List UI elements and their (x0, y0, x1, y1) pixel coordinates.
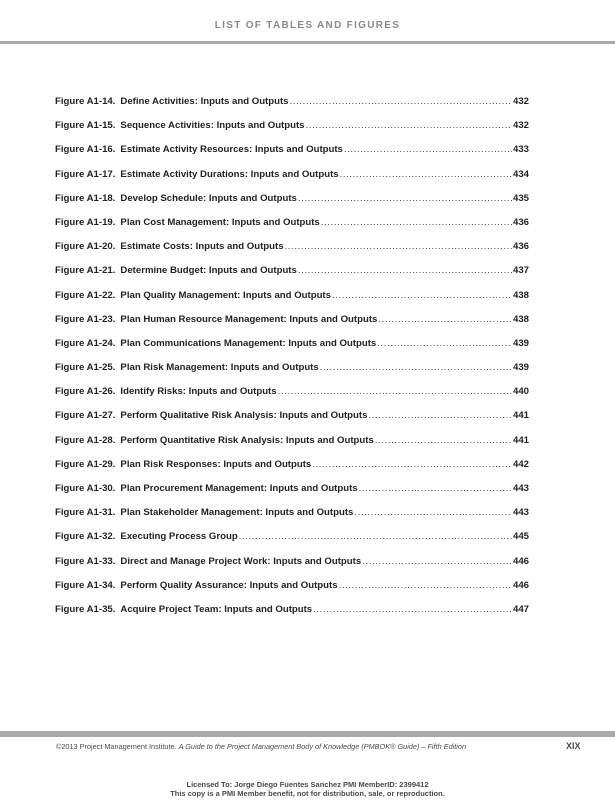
license-notice (0, 780, 615, 798)
toc-entry[interactable] (55, 241, 529, 265)
figure-number: Figure A1-30. (55, 483, 116, 494)
figure-number: Figure A1-21. (55, 265, 116, 277)
figure-title: Estimate Activity Durations: Inputs and Outputs (120, 168, 339, 180)
figure-title: Acquire Project Team: Inputs and Outputs (120, 603, 313, 615)
page-ref: 439 (512, 337, 529, 349)
page-ref: 439 (512, 362, 529, 374)
figure-title: Define Activities: Inputs and Outputs (120, 96, 289, 107)
figure-title: Plan Cost Management: Inputs and Outputs (120, 216, 320, 228)
page-ref: 438 (512, 313, 529, 325)
dot-leader (285, 241, 512, 252)
figure-title: Identify Risks: Inputs and Outputs (120, 386, 277, 398)
page-ref: 436 (512, 216, 529, 228)
page-ref: 441 (512, 410, 529, 422)
figure-title: Plan Risk Management: Inputs and Outputs (120, 362, 319, 374)
figure-number: Figure A1-22. (55, 289, 116, 301)
toc-entry[interactable] (55, 217, 529, 241)
dot-leader (375, 435, 512, 446)
page-ref: 436 (512, 241, 529, 253)
page-ref: 443 (512, 483, 529, 494)
figure-number: Figure A1-20. (55, 241, 116, 253)
toc-entry[interactable] (55, 96, 529, 120)
figure-number: Figure A1-17. (55, 168, 116, 180)
figure-title: Develop Schedule: Inputs and Outputs (120, 192, 297, 204)
page-ref: 443 (512, 507, 529, 519)
toc-entry[interactable] (55, 483, 529, 507)
figure-title: Estimate Costs: Inputs and Outputs (120, 241, 284, 253)
dot-leader (359, 483, 512, 494)
dot-leader (320, 362, 512, 373)
book-title: A Guide to the Project Management Body of Knowledge (PMBOK® Guide) – Fifth Edition (178, 742, 467, 751)
figure-title: Perform Quality Assurance: Inputs and Outputs (120, 579, 338, 591)
license-line-2: This copy is a PMI Member benefit, not for distribution, sale, or reproduction. (170, 789, 445, 798)
page-ref: 435 (512, 192, 529, 204)
toc-entry[interactable] (55, 338, 529, 362)
figure-number: Figure A1-25. (55, 362, 116, 374)
toc-entry[interactable] (55, 120, 529, 144)
dot-leader (321, 217, 512, 228)
toc-entry[interactable] (55, 410, 529, 434)
header-divider (0, 41, 615, 44)
footer-divider (0, 731, 615, 737)
figure-title: Perform Quantitative Risk Analysis: Inputs and Outputs (120, 434, 374, 446)
dot-leader (306, 120, 512, 131)
toc-entry[interactable] (55, 604, 529, 628)
dot-leader (368, 410, 512, 421)
figure-title: Plan Procurement Management: Inputs and Outputs (120, 483, 358, 494)
dot-leader (290, 96, 512, 107)
page-ref: 437 (512, 265, 529, 277)
figure-title: Plan Human Resource Management: Inputs and Outputs (120, 313, 378, 325)
dot-leader (377, 338, 512, 349)
figure-number: Figure A1-26. (55, 386, 116, 398)
figure-number: Figure A1-24. (55, 337, 116, 349)
page-ref: 434 (512, 168, 529, 180)
toc-entry[interactable] (55, 362, 529, 386)
toc-entry[interactable] (55, 265, 529, 289)
figure-number: Figure A1-28. (55, 434, 116, 446)
figure-number: Figure A1-16. (55, 144, 116, 156)
toc-entry[interactable] (55, 314, 529, 338)
figure-title: Plan Stakeholder Management: Inputs and Outputs (120, 507, 354, 519)
toc-entry[interactable] (55, 435, 529, 459)
page-ref: 442 (512, 458, 529, 470)
page-ref: 446 (512, 555, 529, 567)
page-ref: 432 (512, 120, 529, 132)
figure-number: Figure A1-31. (55, 507, 116, 519)
page-ref: 440 (512, 386, 529, 398)
dot-leader (344, 144, 512, 155)
page-ref: 441 (512, 434, 529, 446)
figure-number: Figure A1-15. (55, 120, 116, 132)
dot-leader (312, 459, 512, 470)
dot-leader (362, 556, 512, 567)
page-number: XIX (566, 741, 581, 751)
dot-leader (354, 507, 512, 518)
toc-entry[interactable] (55, 556, 529, 580)
figure-list (55, 96, 529, 628)
license-line-1: Licensed To: Jorge Diego Fuentes Sanchez PMI MemberID: 2399412 (186, 780, 429, 789)
figure-title: Executing Process Group (120, 531, 238, 543)
toc-entry[interactable] (55, 290, 529, 314)
toc-entry[interactable] (55, 531, 529, 555)
page-ref: 432 (512, 96, 529, 107)
dot-leader (313, 604, 512, 615)
figure-title: Perform Qualitative Risk Analysis: Inputs and Outputs (120, 410, 368, 422)
figure-title: Plan Risk Responses: Inputs and Outputs (120, 458, 312, 470)
running-header: LIST OF TABLES AND FIGURES (214, 20, 401, 31)
dot-leader (339, 580, 512, 591)
figure-title: Sequence Activities: Inputs and Outputs (120, 120, 305, 132)
dot-leader (298, 265, 512, 276)
dot-leader (278, 386, 512, 397)
toc-entry[interactable] (55, 386, 529, 410)
figure-title: Determine Budget: Inputs and Outputs (120, 265, 297, 277)
toc-entry[interactable] (55, 580, 529, 604)
figure-title: Direct and Manage Project Work: Inputs and Outputs (120, 555, 362, 567)
dot-leader (340, 169, 512, 180)
figure-title: Estimate Activity Resources: Inputs and Outputs (120, 144, 343, 156)
dot-leader (378, 314, 512, 325)
page-ref: 445 (512, 531, 529, 543)
figure-number: Figure A1-35. (55, 603, 116, 615)
figure-number: Figure A1-27. (55, 410, 116, 422)
figure-number: Figure A1-19. (55, 216, 116, 228)
page-ref: 446 (512, 579, 529, 591)
figure-number: Figure A1-18. (55, 192, 116, 204)
toc-entry[interactable] (55, 507, 529, 531)
dot-leader (239, 531, 512, 542)
dot-leader (298, 193, 512, 204)
figure-title: Plan Communications Management: Inputs and Outputs (120, 337, 377, 349)
toc-entry[interactable] (55, 193, 529, 217)
page-ref: 438 (512, 289, 529, 301)
dot-leader (332, 290, 512, 301)
figure-number: Figure A1-23. (55, 313, 116, 325)
copyright-notice: ©2013 Project Management Institute. (56, 742, 177, 751)
figure-title: Plan Quality Management: Inputs and Outputs (120, 289, 331, 301)
page-ref: 433 (512, 144, 529, 156)
page-ref: 447 (512, 603, 529, 615)
toc-entry[interactable] (55, 459, 529, 483)
figure-number: Figure A1-29. (55, 458, 116, 470)
footer-copyright (56, 742, 466, 751)
figure-number: Figure A1-33. (55, 555, 116, 567)
figure-number: Figure A1-32. (55, 531, 116, 543)
toc-entry[interactable] (55, 144, 529, 168)
figure-number: Figure A1-14. (55, 96, 116, 107)
toc-entry[interactable] (55, 169, 529, 193)
figure-number: Figure A1-34. (55, 579, 116, 591)
